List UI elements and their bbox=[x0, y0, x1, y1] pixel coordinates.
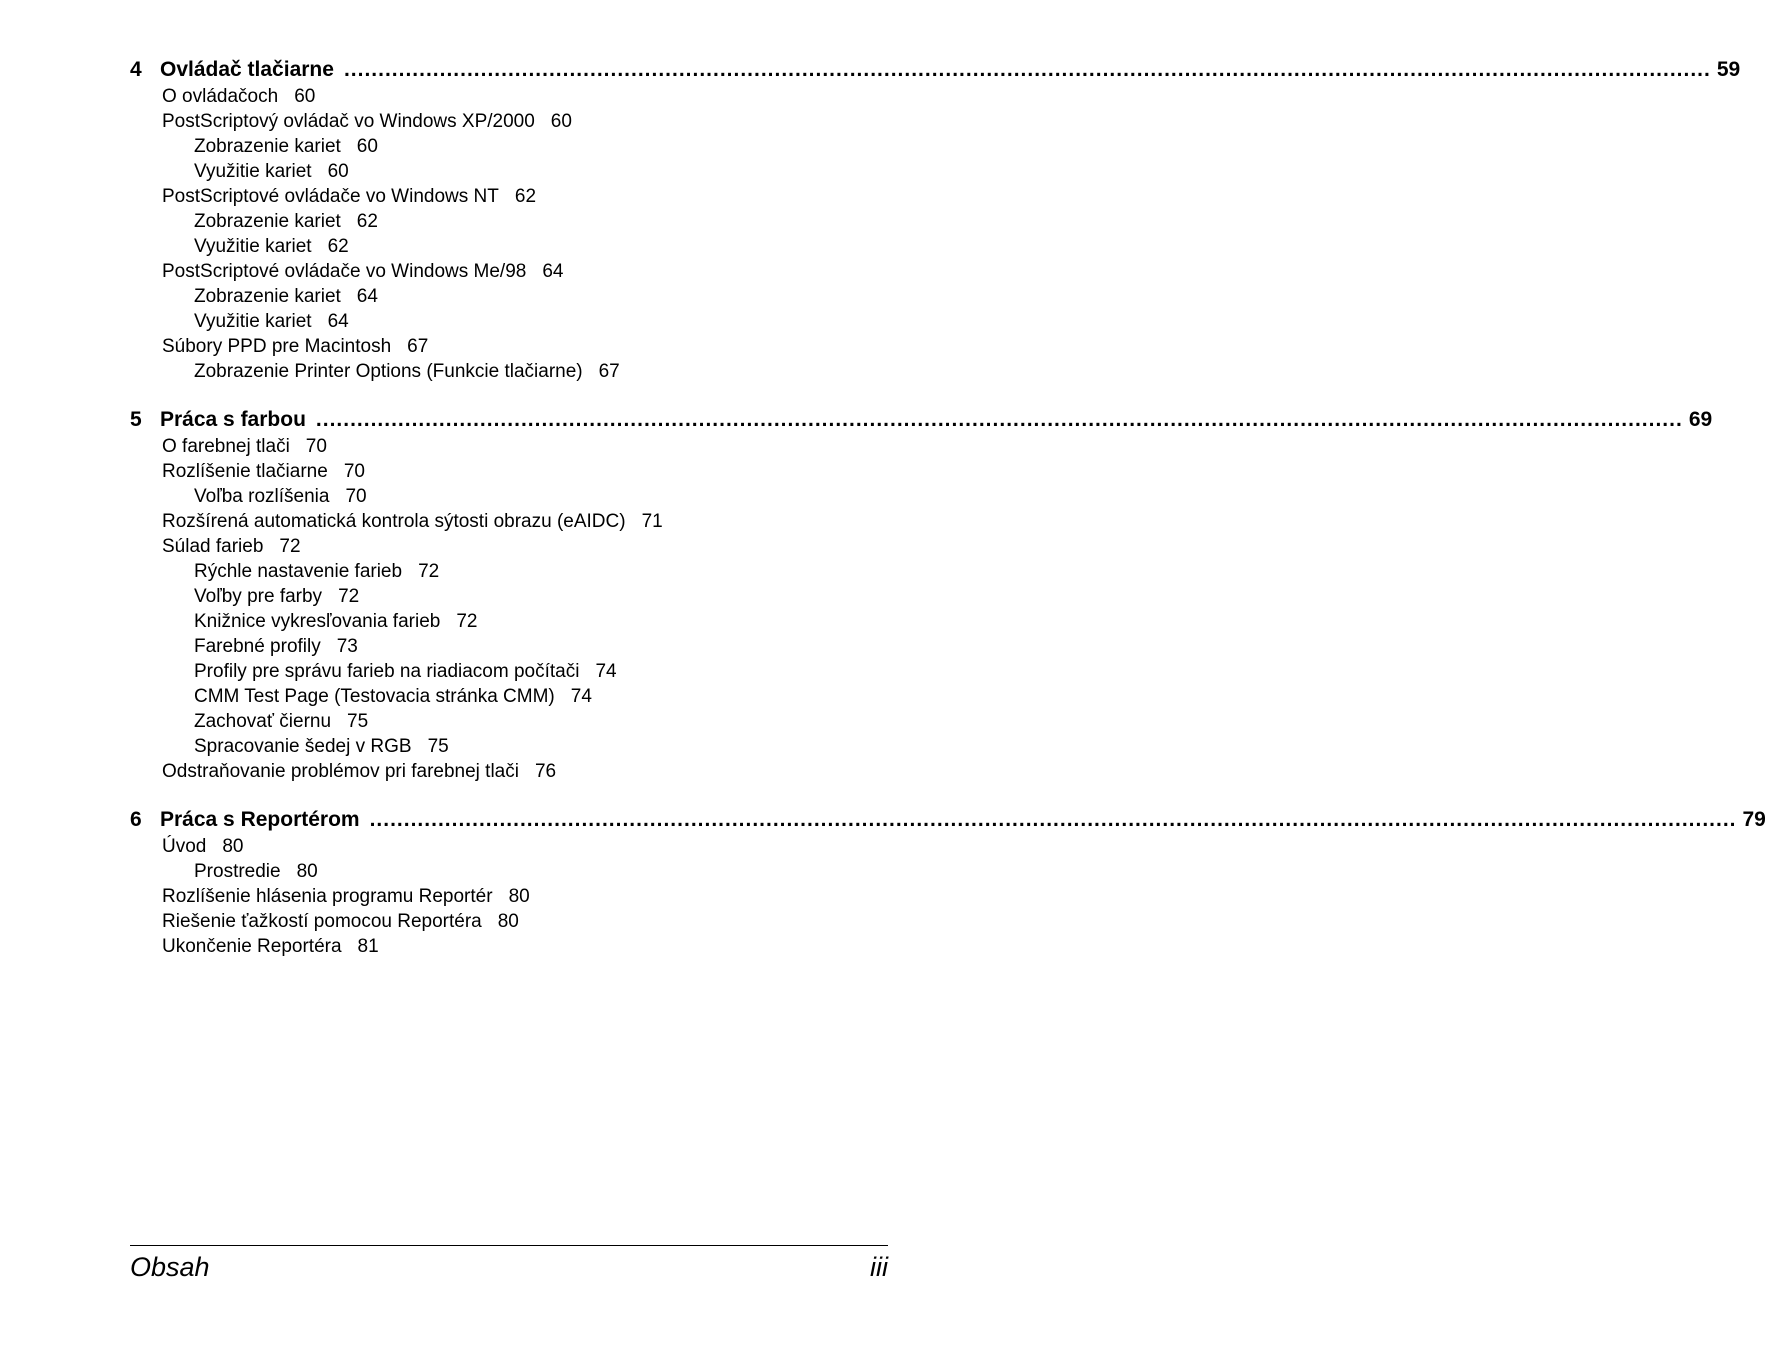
entry-page-number: 62 bbox=[327, 236, 349, 257]
entry-title: PostScriptové ovládače vo Windows NT bbox=[162, 186, 499, 207]
toc-section-entry[interactable] bbox=[130, 434, 869, 459]
entry-title: Voľby pre farby bbox=[194, 586, 323, 607]
toc-subsection-entry[interactable] bbox=[130, 859, 869, 884]
entry-page-number: 80 bbox=[296, 861, 318, 882]
toc-section-entry[interactable] bbox=[130, 509, 869, 534]
toc-subsection-entry[interactable] bbox=[130, 359, 869, 384]
entry-title: Využitie kariet bbox=[194, 161, 312, 182]
toc-section-entry[interactable] bbox=[130, 884, 869, 909]
entry-page-number: 62 bbox=[356, 211, 378, 232]
entry-title: Rozšírená automatická kontrola sýtosti obrazu (eAIDC) bbox=[162, 511, 626, 532]
entry-title: Knižnice vykresľovania farieb bbox=[194, 611, 441, 632]
entry-page-number: 72 bbox=[279, 536, 301, 557]
entry-page-number: 64 bbox=[356, 286, 378, 307]
entry-page-number: 74 bbox=[570, 686, 592, 707]
entry-page-number: 64 bbox=[542, 261, 564, 282]
chapter-page-number: 79 bbox=[1742, 808, 1766, 831]
entry-title: Rýchle nastavenie farieb bbox=[194, 561, 403, 582]
entry-page-number: 73 bbox=[336, 636, 358, 657]
entry-page-number: 74 bbox=[595, 661, 617, 682]
toc-section-entry[interactable] bbox=[130, 259, 869, 284]
entry-page-number: 60 bbox=[550, 111, 572, 132]
chapter-page-number: 59 bbox=[1716, 58, 1741, 81]
chapter-title: Práca s Reportérom bbox=[160, 808, 360, 831]
toc-subsection-entry[interactable] bbox=[130, 709, 869, 734]
entry-title: Zachovať čiernu bbox=[194, 711, 332, 732]
entry-page-number: 60 bbox=[356, 136, 378, 157]
entry-page-number: 71 bbox=[641, 511, 663, 532]
toc-section-entry[interactable] bbox=[130, 459, 869, 484]
toc-subsection-entry[interactable] bbox=[130, 134, 869, 159]
toc-section-entry[interactable] bbox=[130, 184, 869, 209]
entry-page-number: 64 bbox=[327, 311, 349, 332]
entry-title: PostScriptový ovládač vo Windows XP/2000 bbox=[162, 111, 535, 132]
entry-title: Zobrazenie kariet bbox=[194, 211, 341, 232]
entry-page-number: 72 bbox=[456, 611, 478, 632]
toc-subsection-entry[interactable] bbox=[130, 659, 869, 684]
toc-subsection-entry[interactable] bbox=[130, 234, 869, 259]
entry-page-number: 76 bbox=[534, 761, 557, 782]
chapter-heading[interactable] bbox=[130, 406, 1713, 434]
entry-title: Rozlíšenie hlásenia programu Reportér bbox=[162, 886, 493, 907]
dot-leader: ........................................................................................................................................................................................................ bbox=[343, 58, 1711, 81]
toc-section-entry[interactable] bbox=[130, 334, 869, 359]
toc-subsection-entry[interactable] bbox=[130, 559, 869, 584]
entry-title: Prostredie bbox=[194, 861, 281, 882]
toc-subsection-entry[interactable] bbox=[130, 634, 869, 659]
toc-section-entry[interactable] bbox=[130, 759, 869, 784]
entry-title: Spracovanie šedej v RGB bbox=[194, 736, 412, 757]
chapter-number: 5 bbox=[130, 408, 142, 431]
entry-page-number: 72 bbox=[338, 586, 360, 607]
entry-title: Zobrazenie kariet bbox=[194, 286, 341, 307]
table-of-contents bbox=[130, 56, 1766, 981]
entry-title: Rozlíšenie tlačiarne bbox=[162, 461, 328, 482]
entry-page-number: 80 bbox=[222, 836, 244, 857]
entry-page-number: 60 bbox=[294, 86, 316, 107]
entry-page-number: 75 bbox=[347, 711, 369, 732]
toc-subsection-entry[interactable] bbox=[130, 209, 869, 234]
toc-subsection-entry[interactable] bbox=[130, 609, 869, 634]
entry-page-number: 70 bbox=[345, 486, 367, 507]
entry-page-number: 70 bbox=[343, 461, 365, 482]
entry-title: O farebnej tlači bbox=[162, 436, 290, 457]
footer-rule bbox=[130, 1245, 888, 1246]
entry-page-number: 62 bbox=[514, 186, 537, 207]
entry-page-number: 70 bbox=[305, 436, 327, 457]
toc-subsection-entry[interactable] bbox=[130, 484, 869, 509]
footer-section-title: Obsah bbox=[130, 1252, 210, 1282]
entry-title: Profily pre správu farieb na riadiacom počítači bbox=[194, 661, 580, 682]
entry-title: Voľba rozlíšenia bbox=[194, 486, 330, 507]
dot-leader: ........................................................................................................................................................................................................ bbox=[369, 808, 1737, 831]
entry-title: CMM Test Page (Testovacia stránka CMM) bbox=[194, 686, 555, 707]
toc-section-entry[interactable] bbox=[130, 84, 869, 109]
entry-title: Riešenie ťažkostí pomocou Reportéra bbox=[162, 911, 482, 932]
toc-subsection-entry[interactable] bbox=[130, 584, 869, 609]
entry-page-number: 72 bbox=[418, 561, 440, 582]
entry-title: Farebné profily bbox=[194, 636, 321, 657]
entry-title: Zobrazenie kariet bbox=[194, 136, 341, 157]
chapter-heading[interactable] bbox=[130, 806, 1766, 834]
chapter-number: 4 bbox=[130, 58, 142, 81]
entry-title: Využitie kariet bbox=[194, 236, 312, 257]
entry-title: Využitie kariet bbox=[194, 311, 312, 332]
entry-title: PostScriptové ovládače vo Windows Me/98 bbox=[162, 261, 527, 282]
entry-title: Súbory PPD pre Macintosh bbox=[162, 336, 392, 357]
entry-title: O ovládačoch bbox=[162, 86, 279, 107]
entry-page-number: 81 bbox=[357, 936, 379, 957]
entry-page-number: 67 bbox=[598, 361, 620, 382]
chapter-heading[interactable] bbox=[130, 56, 1741, 84]
toc-subsection-entry[interactable] bbox=[130, 159, 869, 184]
toc-section-entry[interactable] bbox=[130, 934, 869, 959]
toc-subsection-entry[interactable] bbox=[130, 684, 869, 709]
entry-page-number: 80 bbox=[497, 911, 519, 932]
entry-title: Odstraňovanie problémov pri farebnej tlači bbox=[162, 761, 519, 782]
chapter-page-number: 69 bbox=[1688, 408, 1713, 431]
entry-page-number: 67 bbox=[407, 336, 429, 357]
footer-page-number: iii bbox=[870, 1252, 888, 1282]
toc-subsection-entry[interactable] bbox=[130, 309, 869, 334]
toc-chapter bbox=[130, 406, 1713, 784]
toc-chapter bbox=[130, 56, 1741, 384]
chapter-number: 6 bbox=[130, 808, 142, 831]
toc-chapter bbox=[130, 806, 1766, 959]
toc-section-entry[interactable] bbox=[130, 109, 869, 134]
entry-title: Ukončenie Reportéra bbox=[162, 936, 342, 957]
toc-subsection-entry[interactable] bbox=[130, 284, 869, 309]
entry-page-number: 80 bbox=[508, 886, 530, 907]
toc-subsection-entry[interactable] bbox=[130, 734, 869, 759]
toc-section-entry[interactable] bbox=[130, 909, 869, 934]
entry-title: Úvod bbox=[162, 836, 207, 857]
chapter-title: Práca s farbou bbox=[160, 408, 306, 431]
dot-leader: ........................................................................................................................................................................................................ bbox=[315, 408, 1683, 431]
entry-title: Zobrazenie Printer Options (Funkcie tlačiarne) bbox=[194, 361, 583, 382]
toc-section-entry[interactable] bbox=[130, 534, 869, 559]
entry-page-number: 60 bbox=[327, 161, 349, 182]
entry-title: Súlad farieb bbox=[162, 536, 264, 557]
chapter-title: Ovládač tlačiarne bbox=[160, 58, 334, 81]
toc-section-entry[interactable] bbox=[130, 834, 869, 859]
entry-page-number: 75 bbox=[427, 736, 449, 757]
